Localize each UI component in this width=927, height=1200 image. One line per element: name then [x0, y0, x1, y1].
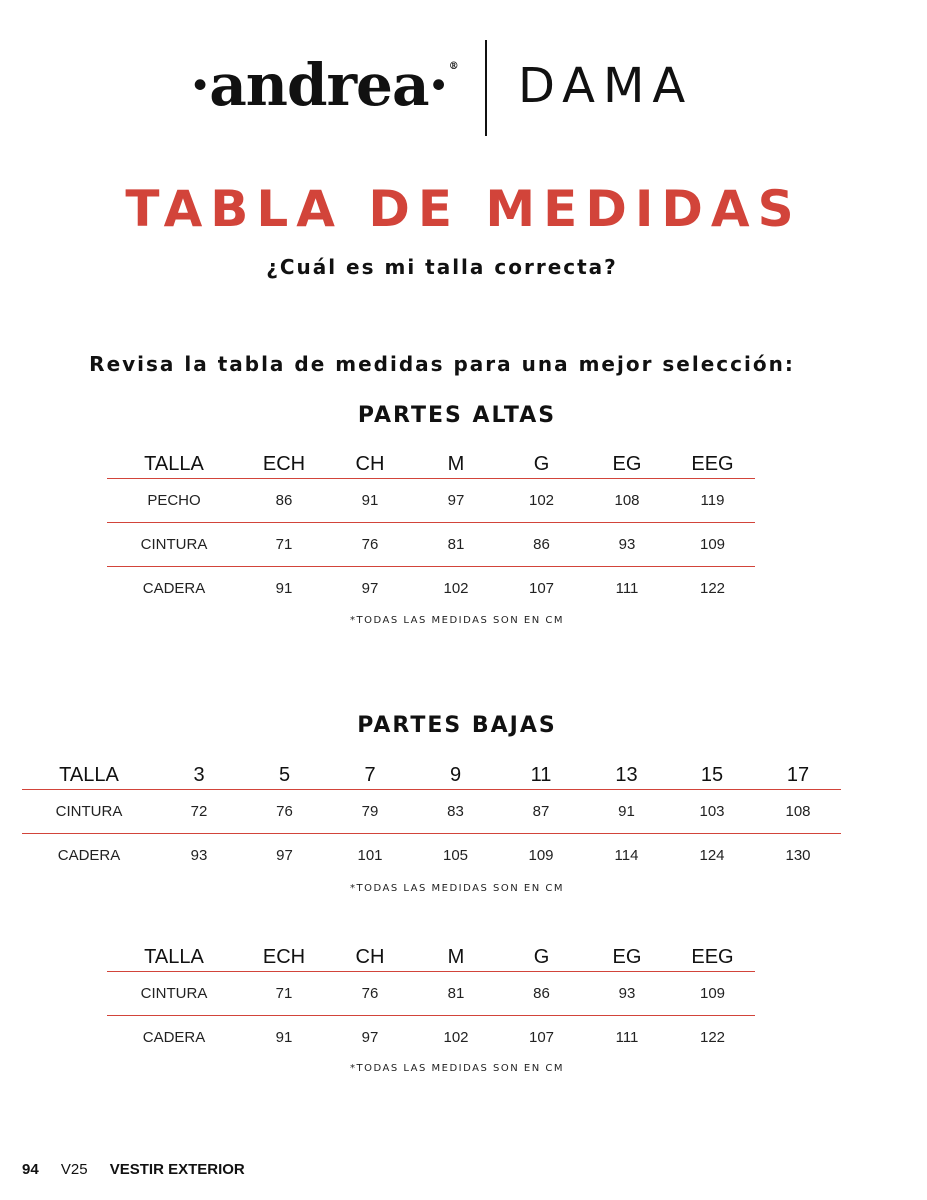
table-cell: 102 — [499, 479, 584, 523]
page-subtitle: ¿Cuál es mi talla correcta? — [266, 255, 618, 279]
table-cell: 97 — [413, 479, 499, 523]
brand-line: DAMA — [518, 58, 694, 114]
section-title-partes-altas: PARTES ALTAS — [357, 403, 557, 428]
table-cell: 83 — [413, 790, 498, 834]
page-footer — [22, 1161, 263, 1178]
table-cell: 109 — [670, 972, 755, 1016]
table-row — [107, 972, 755, 1016]
column-header: 5 — [242, 759, 327, 790]
column-header: TALLA — [22, 759, 156, 790]
table-cell: 71 — [241, 972, 327, 1016]
table-cell: 76 — [327, 972, 413, 1016]
edition-label: V25 — [60, 1161, 88, 1178]
column-header: 3 — [156, 759, 242, 790]
column-header: 17 — [755, 759, 841, 790]
column-header: ECH — [241, 448, 327, 479]
table-row — [107, 1016, 755, 1060]
table-cell: 122 — [699, 1029, 726, 1046]
table-cell: 86 — [499, 972, 584, 1016]
table-cell: 97 — [276, 847, 293, 864]
table-cell: 87 — [498, 790, 584, 834]
section-label: VESTIR EXTERIOR — [109, 1161, 245, 1178]
column-header: EEG — [670, 448, 755, 479]
table-cell: 81 — [413, 523, 499, 567]
table-cell: 76 — [242, 790, 327, 834]
table-cell: 111 — [615, 1029, 639, 1046]
column-header: G — [499, 941, 584, 972]
table-cell: 93 — [190, 847, 208, 864]
row-label: CINTURA — [107, 972, 241, 1016]
registered-mark: ® — [448, 61, 458, 72]
row-label: PECHO — [107, 479, 241, 523]
column-header: 11 — [498, 759, 584, 790]
header-divider — [485, 40, 487, 136]
measurement-note: *TODAS LAS MEDIDAS SON EN CM — [350, 615, 564, 626]
measurement-note: *TODAS LAS MEDIDAS SON EN CM — [350, 883, 564, 894]
table-cell: 109 — [528, 847, 554, 864]
table-cell: 93 — [584, 972, 670, 1016]
table-cell: 103 — [669, 790, 755, 834]
table-cell: 91 — [327, 479, 413, 523]
column-header: 7 — [327, 759, 413, 790]
table-cell: 119 — [670, 479, 755, 523]
table-cell: 102 — [443, 580, 469, 597]
size-table-partes-altas — [107, 448, 755, 610]
column-header: 13 — [584, 759, 669, 790]
section-title-partes-bajas: PARTES BAJAS — [357, 713, 557, 738]
column-header: 9 — [413, 759, 498, 790]
table-row — [107, 567, 755, 611]
table-row — [22, 834, 841, 878]
header — [0, 36, 927, 140]
measurement-note: *TODAS LAS MEDIDAS SON EN CM — [350, 1063, 564, 1074]
row-label: CADERA — [57, 847, 121, 864]
column-header: ECH — [241, 941, 327, 972]
table-cell: 107 — [528, 580, 555, 597]
page-number: 94 — [22, 1161, 39, 1178]
table-cell: 86 — [241, 479, 327, 523]
table-cell: 124 — [699, 847, 725, 864]
table-cell: 97 — [361, 580, 379, 597]
table-cell: 91 — [584, 790, 669, 834]
column-header: M — [413, 448, 499, 479]
table-row — [22, 790, 841, 834]
table-cell: 101 — [357, 847, 383, 864]
table-cell: 130 — [785, 847, 811, 864]
column-header: EG — [584, 448, 670, 479]
table-cell: 109 — [670, 523, 755, 567]
row-label: CINTURA — [107, 523, 241, 567]
table-cell: 91 — [275, 1029, 293, 1046]
table-cell: 108 — [584, 479, 670, 523]
table-cell: 86 — [499, 523, 584, 567]
table-cell: 114 — [614, 847, 639, 864]
table-cell: 71 — [241, 523, 327, 567]
table-cell: 97 — [361, 1029, 379, 1046]
size-table-partes-bajas — [22, 759, 841, 877]
column-header: EG — [584, 941, 670, 972]
table-cell: 111 — [615, 580, 639, 597]
column-header: G — [499, 448, 584, 479]
column-header: 15 — [669, 759, 755, 790]
page-title: TABLA DE MEDIDAS — [125, 180, 802, 238]
logo-text: ·andrea· — [190, 51, 448, 119]
table-cell: 108 — [755, 790, 841, 834]
table-cell: 91 — [275, 580, 293, 597]
column-header: M — [413, 941, 499, 972]
column-header: TALLA — [107, 941, 241, 972]
intro-text: Revisa la tabla de medidas para una mejor selección: — [89, 352, 795, 376]
column-header: CH — [327, 448, 413, 479]
table-row — [107, 523, 755, 567]
column-header: CH — [327, 941, 413, 972]
table-header-row — [107, 941, 755, 972]
table-header-row — [22, 759, 841, 790]
column-header: EEG — [670, 941, 755, 972]
column-header: TALLA — [107, 448, 241, 479]
table-header-row — [107, 448, 755, 479]
size-table-partes-bajas-letras — [107, 941, 755, 1059]
table-cell: 93 — [584, 523, 670, 567]
table-cell: 105 — [442, 847, 469, 864]
table-cell: 79 — [327, 790, 413, 834]
table-cell: 72 — [156, 790, 242, 834]
row-label: CADERA — [142, 1029, 206, 1046]
brand-logo — [190, 51, 458, 119]
table-row — [107, 479, 755, 523]
table-cell: 81 — [413, 972, 499, 1016]
table-cell: 107 — [528, 1029, 555, 1046]
table-cell: 102 — [443, 1029, 469, 1046]
row-label: CADERA — [142, 580, 206, 597]
table-cell: 76 — [327, 523, 413, 567]
row-label: CINTURA — [22, 790, 156, 834]
table-cell: 122 — [699, 580, 726, 597]
